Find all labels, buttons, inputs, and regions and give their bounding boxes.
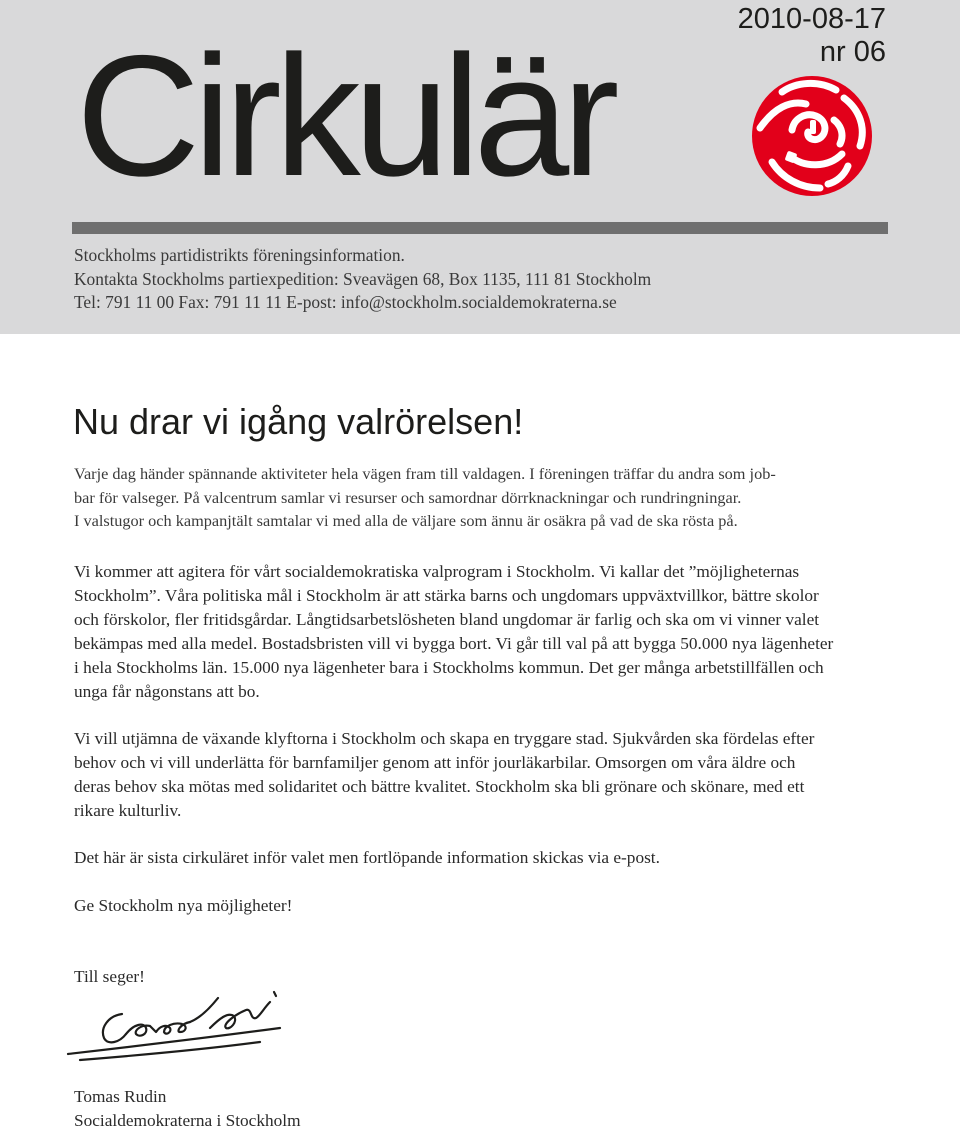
contact-line: Kontakta Stockholms partiexpedition: Sveavägen 68, Box 1135, 111 81 Stockholm — [74, 268, 652, 289]
lead-paragraph — [74, 462, 874, 533]
paragraph-line: och förskolor, fler fritidsgårdar. Långtidsarbetslösheten bland ungdomar är farlig och ska om vi vinner valet — [74, 610, 820, 629]
issue-number: nr 06 — [819, 36, 886, 68]
handwritten-signature — [60, 988, 290, 1068]
closing-greeting — [74, 965, 880, 989]
paragraph-line: deras behov ska mötas med solidaritet och bättre kvalitet. Stockholm ska bli grönare och skönare, med ett — [74, 777, 805, 796]
lead-line: I valstugor och kampanjtält samtalar vi med alla de väljare som ännu är osäkra på vad de ska rösta på. — [74, 511, 738, 530]
masthead-title: Cirkulär — [76, 20, 613, 212]
signer-organization: Socialdemokraterna i Stockholm — [74, 1111, 301, 1130]
paragraph-line: rikare kulturliv. — [74, 801, 182, 820]
paragraph-line: unga får någonstans att bo. — [74, 682, 260, 701]
paragraph-line: Det här är sista cirkuläret inför valet men fortlöpande information skickas via e-post. — [74, 848, 660, 867]
lead-line: Varje dag händer spännande aktiviteter hela vägen fram till valdagen. I föreningen träffar du andra som job- — [74, 464, 776, 483]
body-paragraph-equality — [74, 727, 880, 823]
paragraph-line: Till seger! — [74, 967, 145, 986]
masthead — [0, 0, 960, 334]
paragraph-line: i hela Stockholms län. 15.000 nya lägenheter bara i Stockholms kommun. Det ger många arbetstillfällen och — [74, 658, 824, 677]
issue-date: 2010-08-17 — [737, 3, 886, 35]
social-democrat-rose-icon — [748, 70, 878, 200]
paragraph-line: Vi vill utjämna de växande klyftorna i Stockholm och skapa en tryggare stad. Sjukvården ska fördelas efter — [74, 729, 815, 748]
signer-block — [74, 1085, 301, 1133]
paragraph-line: Stockholm”. Våra politiska mål i Stockholm är att stärka barns och ungdomars uppväxtvillkor, bättre skolor — [74, 586, 819, 605]
contact-line: Stockholms partidistrikts föreningsinformation. — [74, 245, 405, 265]
body-paragraph-slogan — [74, 894, 880, 918]
paragraph-line: Ge Stockholm nya möjligheter! — [74, 896, 293, 915]
contact-line: Tel: 791 11 00 Fax: 791 11 11 E-post: info@stockholm.socialdemokraterna.se — [74, 292, 617, 312]
signer-name: Tomas Rudin — [74, 1087, 167, 1106]
paragraph-line: bekämpas med alla medel. Bostadsbristen vill vi bygga bort. Vi går till val på att bygga 50.000 nya lägenheter — [74, 634, 834, 653]
body-paragraph-last-circular — [74, 846, 880, 870]
masthead-divider — [72, 222, 888, 234]
article-headline: Nu drar vi igång valrörelsen! — [73, 401, 524, 442]
contact-info — [74, 244, 651, 315]
lead-line: bar för valseger. På valcentrum samlar vi resurser och samordnar dörrknackningar och rundringningar. — [74, 487, 742, 507]
body-paragraph-agenda — [74, 560, 880, 704]
paragraph-line: behov och vi vill underlätta för barnfamiljer genom att inför jourläkarbilar. Omsorgen om våra äldre och — [74, 753, 796, 772]
paragraph-line: Vi kommer att agitera för vårt socialdemokratiska valprogram i Stockholm. Vi kallar det ”möjligheternas — [74, 562, 800, 581]
